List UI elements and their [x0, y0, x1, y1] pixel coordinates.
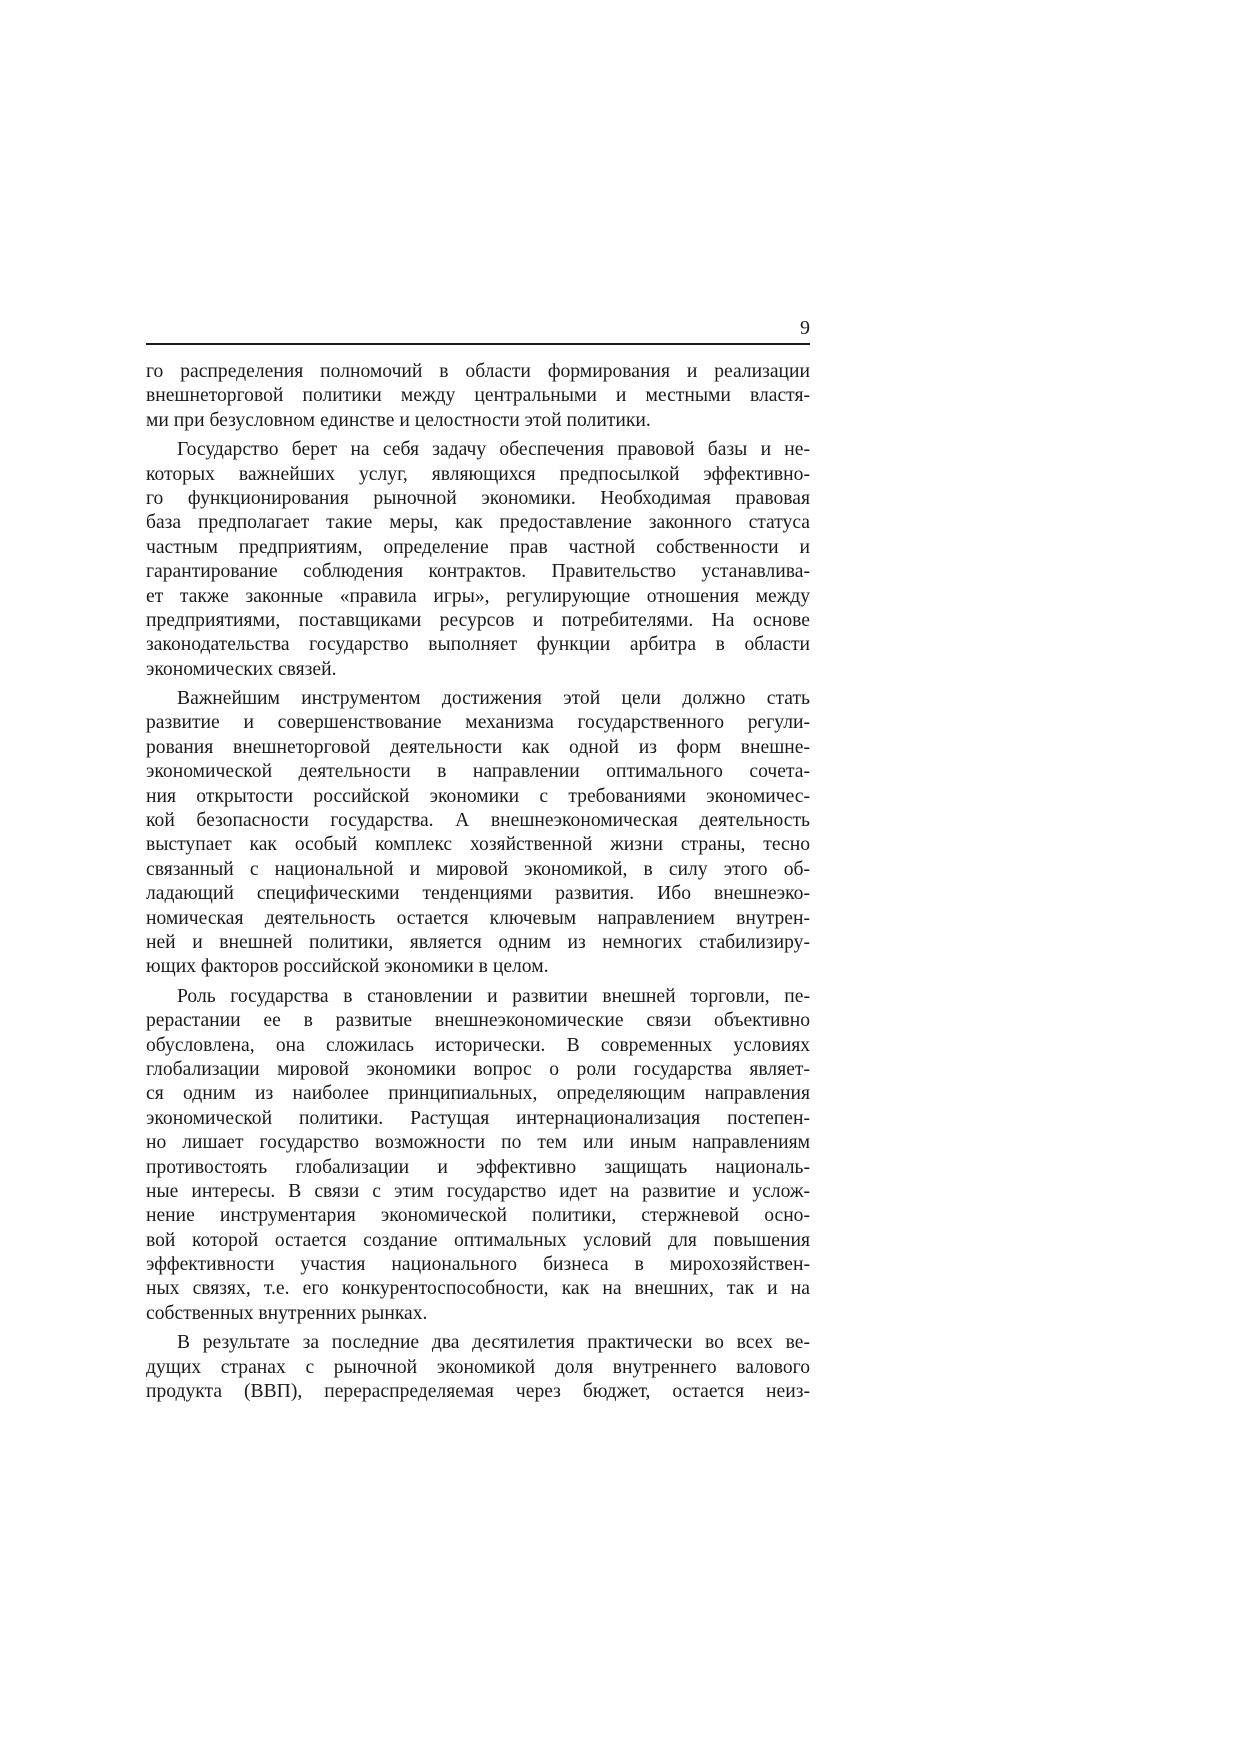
text-line: рования внешнеторговой деятельности как одной из форм внешне-: [146, 736, 810, 758]
text-line: развитие и совершенствование механизма государственного регули-: [146, 712, 810, 734]
text-line: связанный с национальной и мировой экономикой, в силу этого об-: [146, 858, 810, 880]
text-line: эффективности участия национального бизнеса в мирохозяйствен-: [146, 1254, 810, 1276]
text-line: Государство берет на себя задачу обеспечения правовой базы и не-: [177, 439, 810, 461]
text-line: законодательства государство выполняет функции арбитра в области: [146, 634, 810, 656]
text-line: го функционирования рыночной экономики. Необходимая правовая: [146, 487, 810, 509]
body-text: [146, 360, 810, 1404]
header-rule: [146, 343, 810, 345]
text-line: экономической политики. Растущая интернационализация постепен-: [146, 1107, 810, 1129]
paragraph: [146, 360, 810, 433]
page-number: 9: [800, 317, 810, 339]
text-line: ет также законные «правила игры», регулирующие отношения между: [146, 585, 810, 607]
text-line: ся одним из наиболее принципиальных, определяющим направления: [146, 1083, 810, 1105]
paragraph: [146, 1331, 810, 1404]
text-line: В результате за последние два десятилетия практически во всех ве-: [177, 1332, 810, 1354]
text-line: ми при безусловном единстве и целостности этой политики.: [146, 409, 651, 431]
text-line: выступает как особый комплекс хозяйственной жизни страны, тесно: [146, 834, 810, 856]
text-line: частным предприятиям, определение прав частной собственности и: [146, 536, 810, 558]
text-line: предприятиями, поставщиками ресурсов и потребителями. На основе: [146, 609, 810, 631]
text-line: внешнеторговой политики между центральными и местными властя-: [146, 385, 810, 407]
text-line: ней и внешней политики, является одним из немногих стабилизиру-: [146, 931, 810, 953]
text-line: ладающий специфическими тенденциями развития. Ибо внешнеэко-: [146, 883, 810, 905]
text-line: обусловлена, она сложилась исторически. В современных условиях: [146, 1034, 810, 1056]
paragraph: [146, 985, 810, 1326]
text-line: го распределения полномочий в области формирования и реализации: [146, 361, 810, 382]
text-line: ния открытости российской экономики с требованиями экономичес-: [146, 785, 810, 807]
text-line: ные интересы. В связи с этим государство идет на развитие и услож-: [146, 1180, 810, 1202]
text-line: продукта (ВВП), перераспределяемая через бюджет, остается неиз-: [146, 1381, 810, 1403]
text-line: Важнейшим инструментом достижения этой цели должно стать: [177, 688, 810, 710]
text-line: кой безопасности государства. А внешнеэкономическая деятельность: [146, 810, 810, 832]
text-line: противостоять глобализации и эффективно защищать националь-: [146, 1156, 810, 1178]
paragraph: [146, 687, 810, 980]
paragraph: [146, 438, 810, 682]
text-line: экономических связей.: [146, 658, 337, 680]
text-line: дущих странах с рыночной экономикой доля внутреннего валового: [146, 1356, 810, 1378]
text-line: которых важнейших услуг, являющихся предпосылкой эффективно-: [146, 463, 810, 485]
text-line: но лишает государство возможности по тем или иным направлениям: [146, 1132, 810, 1154]
text-line: ющих факторов российской экономики в целом.: [146, 956, 549, 978]
text-line: рерастании ее в развитые внешнеэкономические связи объективно: [146, 1010, 810, 1032]
text-line: ных связях, т.е. его конкурентоспособности, как на внешних, так и на: [146, 1278, 810, 1300]
text-line: Роль государства в становлении и развитии внешней торговли, пе-: [177, 985, 810, 1007]
text-line: номическая деятельность остается ключевым направлением внутрен-: [146, 907, 810, 929]
text-line: экономической деятельности в направлении оптимального сочета-: [146, 761, 810, 783]
text-line: глобализации мировой экономики вопрос о роли государства являет-: [146, 1058, 810, 1080]
text-line: собственных внутренних рынках.: [146, 1302, 428, 1324]
text-line: гарантирование соблюдения контрактов. Правительство устанавлива-: [146, 561, 810, 583]
text-line: нение инструментария экономической политики, стержневой осно-: [146, 1205, 810, 1227]
text-line: вой которой остается создание оптимальных условий для повышения: [146, 1229, 810, 1251]
text-line: база предполагает такие меры, как предоставление законного статуса: [146, 512, 810, 534]
